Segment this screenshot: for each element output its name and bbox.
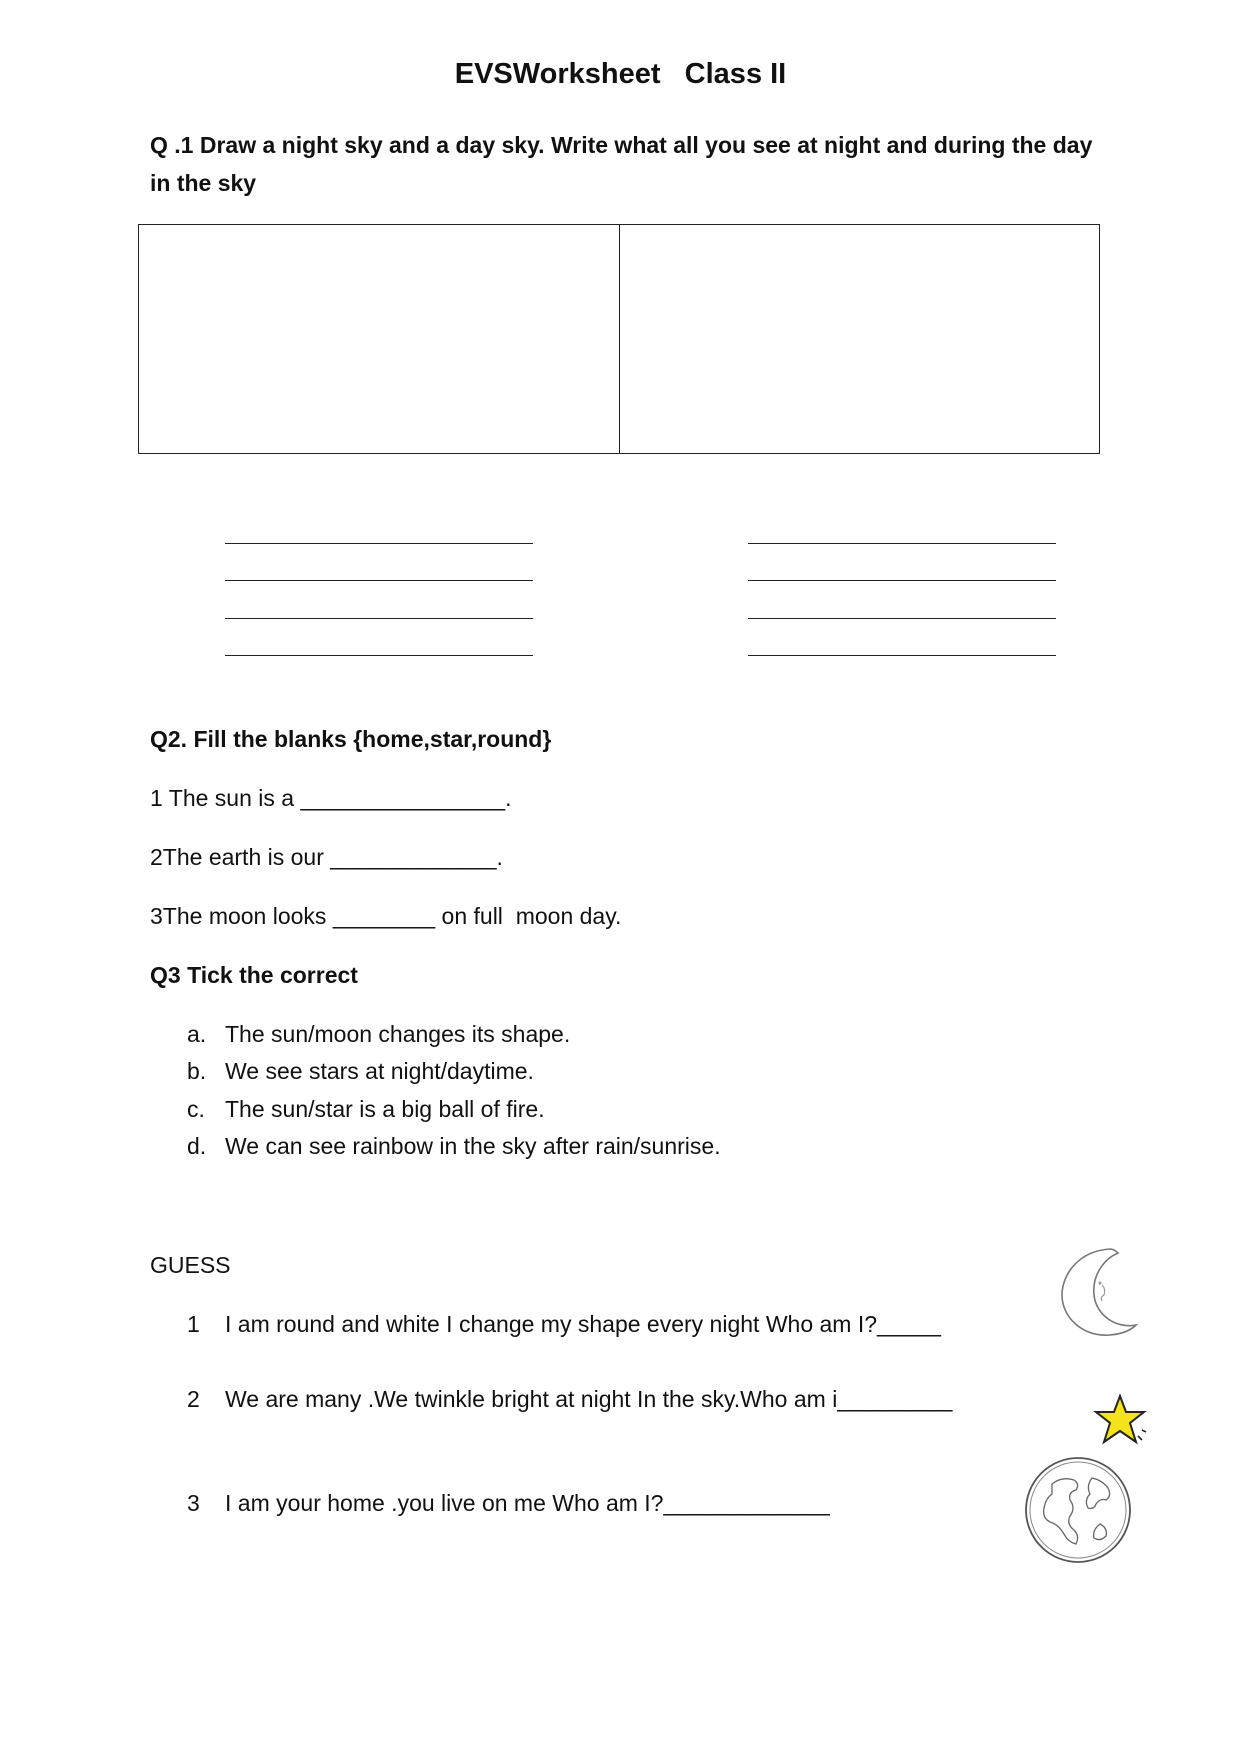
- drawing-area: [138, 224, 1100, 454]
- fill-blank-item-3: 3The moon looks ________ on full moon day.: [150, 903, 622, 929]
- tick-item-marker-c: c.: [187, 1096, 205, 1122]
- tick-item-marker-b: b.: [187, 1058, 207, 1084]
- writing-line-right-2[interactable]: [748, 580, 1056, 581]
- tick-item-marker-a: a.: [187, 1021, 207, 1047]
- tick-item-b: We see stars at night/daytime.: [225, 1058, 534, 1084]
- question-3-heading: Q3 Tick the correct: [150, 962, 358, 988]
- writing-line-right-1[interactable]: [748, 543, 1056, 544]
- fill-blank-item-2: 2The earth is our _____________.: [150, 844, 503, 870]
- writing-line-left-4[interactable]: [225, 655, 533, 656]
- fill-blank-item-1: 1 The sun is a ________________.: [150, 785, 512, 811]
- star-icon: [1092, 1392, 1148, 1448]
- worksheet-title: EVSWorksheet Class II: [454, 58, 787, 90]
- writing-line-left-1[interactable]: [225, 543, 533, 544]
- question-2-heading: Q2. Fill the blanks {home,star,round}: [150, 726, 552, 752]
- drawing-area-divider: [619, 225, 620, 453]
- guess-item-1: I am round and white I change my shape every night Who am I?_____: [225, 1311, 941, 1337]
- tick-item-d: We can see rainbow in the sky after rain/sunrise.: [225, 1133, 721, 1159]
- earth-globe-icon: [1022, 1454, 1134, 1566]
- tick-item-a: The sun/moon changes its shape.: [225, 1021, 571, 1047]
- writing-line-left-2[interactable]: [225, 580, 533, 581]
- writing-line-right-3[interactable]: [748, 618, 1056, 619]
- tick-item-c: The sun/star is a big ball of fire.: [225, 1096, 545, 1122]
- crescent-moon-icon: [1058, 1245, 1138, 1340]
- question-1-text: Q .1 Draw a night sky and a day sky. Write what all you see at night and during the day in the sky: [150, 132, 1093, 196]
- guess-item-number-2: 2: [187, 1386, 200, 1412]
- writing-line-right-4[interactable]: [748, 655, 1056, 656]
- guess-item-2: We are many .We twinkle bright at night In the sky.Who am i_________: [225, 1386, 953, 1412]
- tick-item-marker-d: d.: [187, 1133, 207, 1159]
- guess-item-number-1: 1: [187, 1311, 200, 1337]
- guess-item-3: I am your home .you live on me Who am I?_____________: [225, 1490, 830, 1516]
- guess-item-number-3: 3: [187, 1490, 200, 1516]
- guess-heading: GUESS: [150, 1252, 231, 1278]
- writing-line-left-3[interactable]: [225, 618, 533, 619]
